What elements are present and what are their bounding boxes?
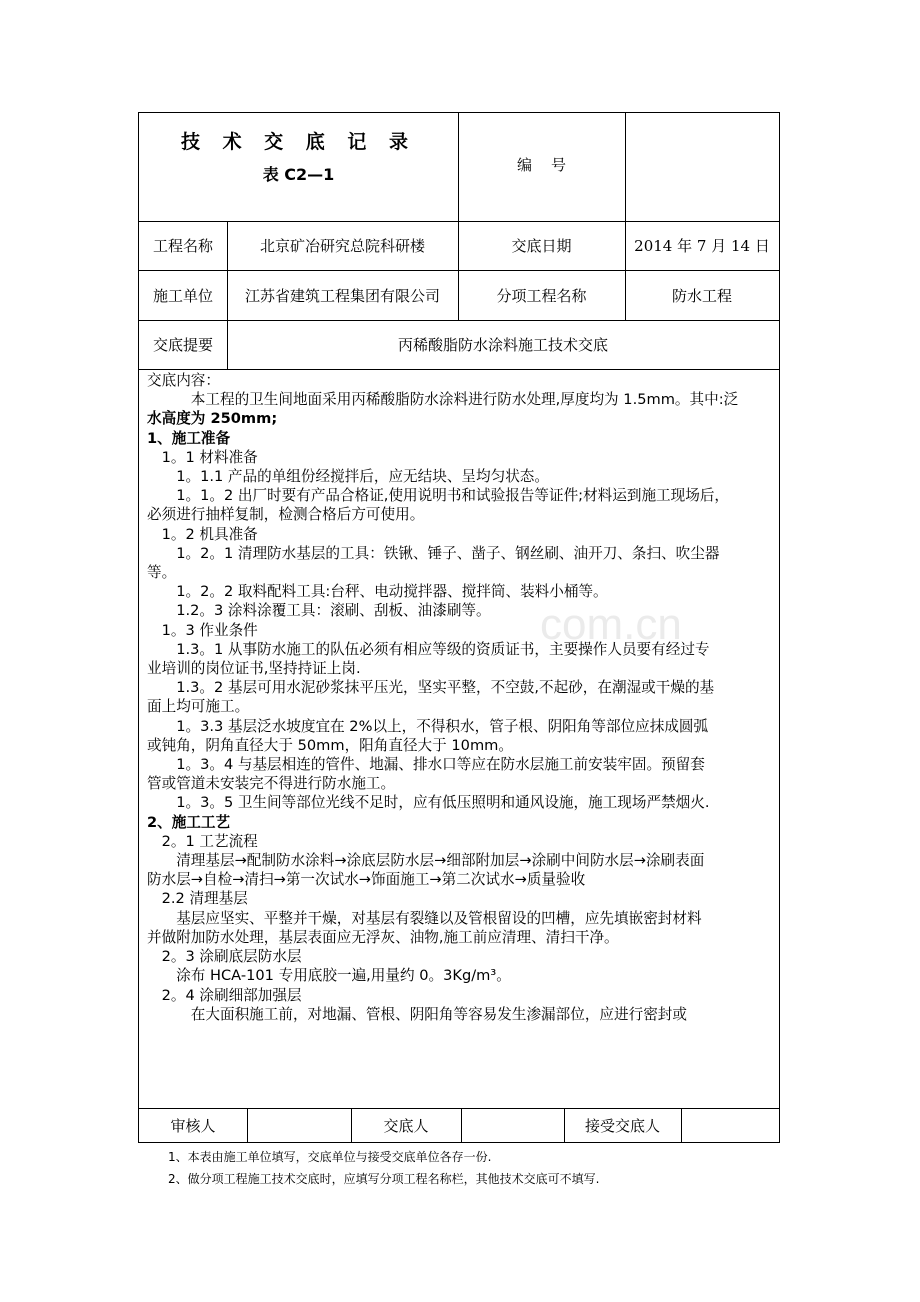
content-line: 1.2。3 涂料涂覆工具：滚刷、刮板、油漆刷等。 [147,602,491,620]
receiver-label: 接受交底人 [584,1116,660,1135]
content-line: 1。3.3 基层泛水坡度宜在 2%以上，不得积水，管子根、阴阳角等部位应抹成圆弧 [147,717,709,735]
content-line: 本工程的卫生间地面采用丙稀酸脂防水涂料进行防水处理,厚度均为 1.5mm。其中:泛 [147,391,739,409]
summary-label: 交底提要 [152,336,213,354]
content-line: 1。2。2 取料配料工具:台秤、电动搅拌器、搅拌筒、装料小桶等。 [147,583,608,601]
project-name-label: 工程名称 [152,237,213,255]
number-label: 编 号 [516,155,567,174]
content-line: 交底内容： [147,372,220,389]
content-line: 2。1 工艺流程 [147,832,258,850]
disclosure-date-label: 交底日期 [511,237,572,255]
subproject-name-label: 分项工程名称 [496,286,587,305]
content-line: 1。3。5 卫生间等部位光线不足时，应有低压照明和通风设施，施工现场严禁烟火. [147,794,710,812]
content-line: 水高度为 250mm; [147,410,278,428]
content-line: 1.3。2 基层可用水泥砂浆抹平压光，坚实平整，不空鼓,不起砂，在潮湿或干燥的基 [147,679,715,697]
content-line: 管或管道未安装完不得进行防水施工。 [147,775,396,793]
content-line: 必须进行抽样复制，检测合格后方可使用。 [147,506,425,524]
content-line: 等。 [147,564,177,582]
number-value[interactable] [625,147,779,181]
content-line: 2。4 涂刷细部加强层 [147,986,302,1004]
content-line: 并做附加防水处理，基层表面应无浮灰、油物,施工前应清理、清扫干净。 [147,928,619,946]
construction-unit-value[interactable]: 江苏省建筑工程集团有限公司 [244,286,440,305]
content-line: 在大面积施工前，对地漏、管根、阴阳角等容易发生渗漏部位，应进行密封或 [147,1005,687,1023]
content-line: 业培训的岗位证书,坚持持证上岗. [147,660,361,678]
disclosure-content [147,371,773,1024]
content-line: 1。3 作业条件 [147,621,258,639]
discloser-label: 交底人 [383,1116,429,1135]
receiver-signature-field[interactable] [681,1108,779,1142]
content-line: 2。3 涂刷底层防水层 [147,948,302,966]
note-line: 1、本表由施工单位填写，交底单位与接受交底单位各存一份. [168,1150,492,1164]
note-line: 2、做分项工程施工技术交底时，应填写分项工程名称栏，其他技术交底可不填写. [168,1172,600,1186]
content-line: 1。1 材料准备 [147,448,258,466]
disclosure-form [138,112,780,1143]
section-heading: 1、施工准备 [147,429,231,447]
content-line: 1.3。1 从事防水施工的队伍必须有相应等级的资质证书，主要操作人员要有经过专 [147,640,710,658]
content-line: 基层应坚实、平整并干燥，对基层有裂缝以及管根留设的凹槽，应先填嵌密封材料 [147,909,702,927]
content-line: 面上均可施工。 [147,698,250,716]
form-notes [168,1146,599,1190]
subproject-name-value[interactable]: 防水工程 [671,286,732,305]
content-line: 或钝角，阴角直径大于 50mm，阳角直径大于 10mm。 [147,736,513,754]
discloser-signature-field[interactable] [461,1108,564,1142]
project-name-value[interactable]: 北京矿冶研究总院科研楼 [259,237,425,255]
form-number: 表 C2—1 [262,164,335,184]
content-line: 1。2。1 清理防水基层的工具：铁锹、锤子、凿子、钢丝刷、油开刀、条扫、吹尘器 [147,544,720,562]
content-line: 涂布 HCA-101 专用底胶一遍,用量约 0。3Kg/m³。 [147,967,511,985]
content-line: 1。2 机具准备 [147,525,258,543]
content-line: 1。1。2 出厂时要有产品合格证,使用说明书和试验报告等证件;材料运到施工现场后， [147,487,730,505]
disclosure-date-value[interactable]: 2014 年 7 月 14 日 [634,237,770,255]
row-divider [139,369,779,370]
reviewer-signature-field[interactable] [247,1108,351,1142]
content-line: 1。3。4 与基层相连的管件、地漏、排水口等应在防水层施工前安装牢固。预留套 [147,756,705,774]
construction-unit-label: 施工单位 [152,286,213,305]
form-title: 技 术 交 底 记 录 [180,130,417,153]
summary-value[interactable]: 丙稀酸脂防水涂料施工技术交底 [397,336,608,354]
reviewer-label: 审核人 [170,1116,216,1135]
content-line: 1。1.1 产品的单组份经搅拌后，应无结块、呈均匀状态。 [147,468,549,486]
content-line: 清理基层→配制防水涂料→涂底层防水层→细部附加层→涂刷中间防水层→涂刷表面 [147,852,705,870]
content-line: 防水层→自检→清扫→第一次试水→饰面施工→第二次试水→质量验收 [147,871,586,889]
content-line: 2.2 清理基层 [147,890,248,908]
section-heading: 2、施工工艺 [147,813,231,831]
watermark-text: com.cn [540,600,682,649]
